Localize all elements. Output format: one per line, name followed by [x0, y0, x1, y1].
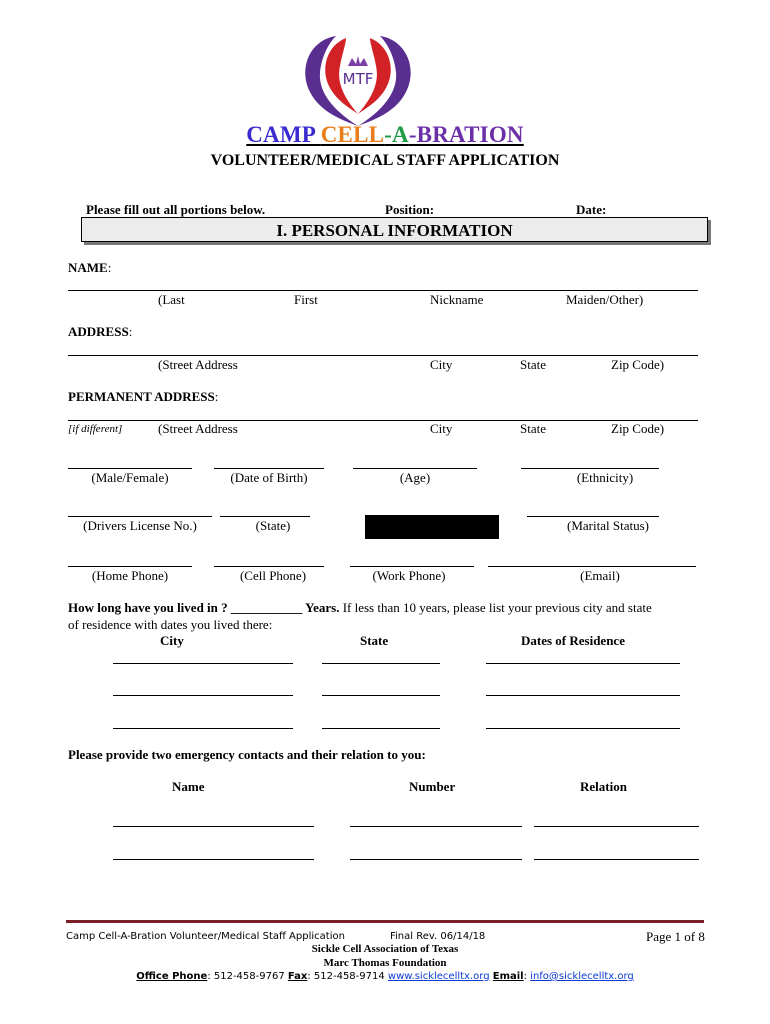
- residence-question-line2: of residence with dates you lived there:: [68, 617, 273, 632]
- marital-status-line[interactable]: [527, 516, 659, 517]
- office-phone-label: Office Phone: [136, 971, 208, 982]
- permanent-sub-state: State: [520, 421, 546, 436]
- license-state-caption: (State): [255, 518, 291, 533]
- emergency-header-relation: Relation: [580, 779, 627, 794]
- logo-text: MTF: [342, 70, 374, 88]
- camp-title: CAMP CELL-A-BRATION: [246, 122, 524, 147]
- mtf-logo: [296, 28, 420, 128]
- section-title: I. PERSONAL INFORMATION: [276, 221, 513, 240]
- ethnicity-caption: (Ethnicity): [576, 470, 634, 485]
- position-label: Position:: [385, 202, 435, 217]
- cell-phone-caption: (Cell Phone): [239, 568, 307, 583]
- footer-page-number: Page 1 of 8: [646, 929, 705, 944]
- drivers-license-line[interactable]: [68, 516, 212, 517]
- home-phone-line[interactable]: [68, 566, 192, 567]
- footer-contact-line: Office Phone: 512-458-9767 Fax: 512-458-9714 www.sicklecelltx.org Email: info@sicklecelltx.org: [136, 971, 634, 982]
- fax-label: Fax: [287, 971, 308, 982]
- gender-line[interactable]: [68, 468, 192, 469]
- email-label: Email: [492, 971, 524, 982]
- email-link[interactable]: info@sicklecelltx.org: [530, 971, 634, 982]
- footer-org1: Sickle Cell Association of Texas: [311, 943, 459, 955]
- application-subtitle: VOLUNTEER/MEDICAL STAFF APPLICATION: [210, 152, 560, 169]
- age-caption: (Age): [399, 470, 431, 485]
- emergency-header-name: Name: [172, 779, 205, 794]
- residence-city-line[interactable]: [113, 728, 293, 729]
- email-caption: (Email): [580, 568, 620, 583]
- residence-dates-line[interactable]: [486, 695, 680, 696]
- name-label: NAME:: [68, 260, 112, 275]
- footer-rule: [66, 920, 704, 923]
- work-phone-line[interactable]: [350, 566, 474, 567]
- footer-revision: Final Rev. 06/14/18: [390, 931, 486, 942]
- permanent-sub-zip: Zip Code): [611, 421, 665, 436]
- emergency-number-line[interactable]: [350, 859, 522, 860]
- emergency-name-line[interactable]: [113, 826, 314, 827]
- residence-question: How long have you lived in ? ___________ Years. If less than 10 years, please list your previous city and state: [68, 600, 652, 615]
- fill-out-instruction: Please fill out all portions below.: [86, 202, 266, 217]
- redacted-block: [365, 515, 499, 539]
- address-label: ADDRESS:: [68, 324, 133, 339]
- emergency-relation-line[interactable]: [534, 859, 699, 860]
- residence-header-state: State: [360, 633, 389, 648]
- address-line[interactable]: [68, 355, 698, 356]
- emergency-relation-line[interactable]: [534, 826, 699, 827]
- dob-line[interactable]: [214, 468, 324, 469]
- gender-caption: (Male/Female): [91, 470, 169, 485]
- footer-org2: Marc Thomas Foundation: [323, 957, 447, 969]
- residence-state-line[interactable]: [322, 695, 440, 696]
- address-sub-state: State: [520, 357, 546, 372]
- name-sub-last: (Last: [158, 292, 185, 307]
- emergency-name-line[interactable]: [113, 859, 314, 860]
- cell-phone-line[interactable]: [214, 566, 324, 567]
- emergency-prompt: Please provide two emergency contacts and their relation to you:: [68, 747, 426, 762]
- name-sub-first: First: [294, 292, 318, 307]
- marital-status-caption: (Marital Status): [567, 518, 649, 533]
- license-state-line[interactable]: [220, 516, 310, 517]
- dob-caption: (Date of Birth): [230, 470, 308, 485]
- work-phone-caption: (Work Phone): [372, 568, 446, 583]
- age-line[interactable]: [353, 468, 477, 469]
- date-label: Date:: [576, 202, 607, 217]
- residence-dates-line[interactable]: [486, 663, 680, 664]
- permanent-sub-city: City: [430, 421, 453, 436]
- residence-dates-line[interactable]: [486, 728, 680, 729]
- email-line[interactable]: [488, 566, 696, 567]
- if-different-note: [if different]: [68, 423, 123, 435]
- footer-form-name: Camp Cell-A-Bration Volunteer/Medical Staff Application: [66, 931, 345, 942]
- ethnicity-line[interactable]: [521, 468, 659, 469]
- address-sub-city: City: [430, 357, 453, 372]
- address-sub-street: (Street Address: [158, 357, 238, 372]
- address-sub-zip: Zip Code): [611, 357, 665, 372]
- residence-city-line[interactable]: [113, 695, 293, 696]
- name-sub-nickname: Nickname: [430, 292, 484, 307]
- permanent-address-label: PERMANENT ADDRESS:: [68, 389, 219, 404]
- name-line[interactable]: [68, 290, 698, 291]
- drivers-license-caption: (Drivers License No.): [83, 518, 197, 533]
- residence-city-line[interactable]: [113, 663, 293, 664]
- residence-state-line[interactable]: [322, 663, 440, 664]
- residence-header-city: City: [160, 633, 184, 648]
- name-sub-maiden: Maiden/Other): [566, 292, 644, 307]
- residence-state-line[interactable]: [322, 728, 440, 729]
- emergency-number-line[interactable]: [350, 826, 522, 827]
- home-phone-caption: (Home Phone): [91, 568, 169, 583]
- residence-header-dates: Dates of Residence: [521, 633, 625, 648]
- permanent-sub-street: (Street Address: [158, 421, 238, 436]
- website-link[interactable]: www.sicklecelltx.org: [387, 971, 490, 982]
- emergency-header-number: Number: [409, 779, 456, 794]
